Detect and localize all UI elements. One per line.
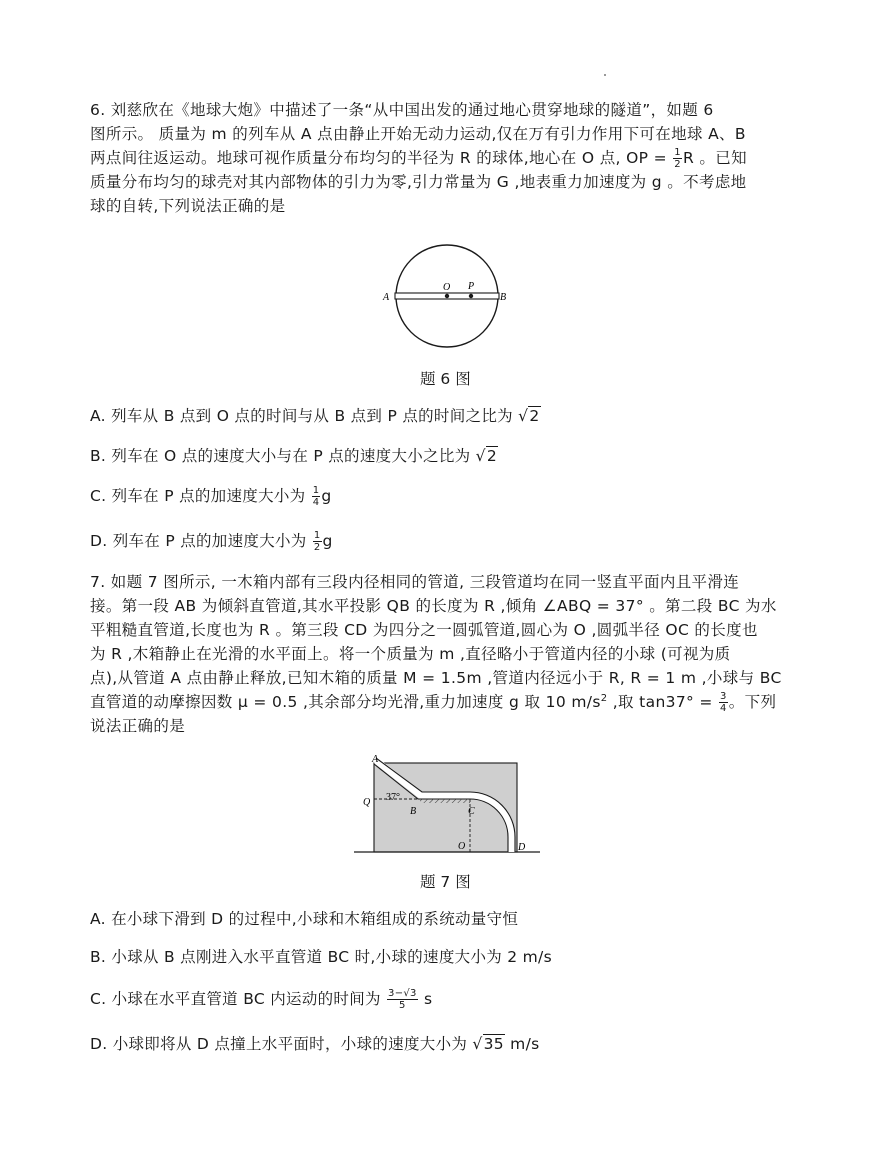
fraction-denominator: 5 [399,1000,406,1011]
option-unit: s [418,990,433,1008]
q7-option-d [90,1033,539,1055]
square-root: √2 [518,407,540,425]
option-unit: g [322,532,333,550]
q6-line: 球的自转,下列说法正确的是 [90,197,286,215]
fraction-numerator: 1 [312,485,320,496]
q6-line: 6. 刘慈欣在《地球大炮》中描述了一条“从中国出发的通过地心贯穿地球的隧道”，如题 6 [90,101,714,119]
q6-line-text: R 。已知 [682,149,747,167]
fraction-numerator: 1 [313,530,321,541]
radicand: 2 [486,447,498,465]
q6-line-text: 两点间往返运动。地球可视作质量分布均匀的半径为 R 的球体,地心在 O 点, OP = [90,149,673,167]
q7-line: 为 R ,木箱静止在光滑的水平面上。将一个质量为 m ,直径略小于管道内径的小球 (可视为质 [90,645,731,663]
label-d: D [518,842,526,853]
fraction [719,691,728,714]
label-a: A [383,292,390,303]
q6-line [90,146,810,170]
square-root: √2 [475,447,498,465]
fraction-numerator: 3−√3 [388,988,417,999]
q7-option-b: B. 小球从 B 点刚进入水平直管道 BC 时,小球的速度大小为 2 m/s [90,948,552,966]
option-text: C. 列车在 P 点的加速度大小为 [90,487,311,505]
option-text: B. 列车在 O 点的速度大小与在 P 点的速度大小之比为 [90,447,476,465]
q7-line [90,690,810,714]
fraction-numerator: 3 [720,691,727,702]
label-angle: 37° [386,792,400,803]
fraction-numerator: 1 [674,147,681,158]
question-6-stem [90,98,810,218]
q7-option-c [90,988,432,1011]
label-b: B [410,806,417,817]
rough-section-hatch [420,799,470,803]
q6-option-c [90,485,332,508]
label-o: O [443,282,451,293]
fraction [313,530,322,553]
label-p: P [468,281,475,292]
label-c: C [468,806,475,817]
q7-line: 平粗糙直管道,长度也为 R 。第三段 CD 为四分之一圆弧管道,圆心为 O ,圆弧半径 OC 的长度也 [90,621,758,639]
fraction-denominator: 4 [720,703,727,714]
figure-6-caption: 题 6 图 [420,370,471,388]
superscript: 2 [600,692,608,704]
fraction-denominator: 2 [674,159,681,170]
scan-speck [604,74,606,76]
q6-option-a [90,405,541,427]
figure-7-wooden-box [350,752,545,857]
q6-option-d [90,530,333,553]
question-7-stem [90,570,810,738]
fraction [387,988,418,1011]
square-root: √35 [472,1035,504,1053]
q7-line-text: ,取 tan37° = [607,693,719,711]
q7-line-text: 直管道的动摩擦因数 μ = 0.5 ,其余部分均光滑,重力加速度 g 取 10 m/s [90,693,601,711]
point-o-dot [445,294,449,298]
option-unit: g [321,487,332,505]
option-text: D. 列车在 P 点的加速度大小为 [90,532,312,550]
figure-7-caption: 题 7 图 [420,873,471,891]
fraction [673,147,682,170]
q7-option-a: A. 在小球下滑到 D 的过程中,小球和木箱组成的系统动量守恒 [90,910,519,928]
q6-option-b [90,445,498,467]
label-q: Q [363,797,371,808]
q7-line: 说法正确的是 [90,717,186,735]
fraction-denominator: 4 [312,497,320,508]
q7-line-text: 。下列 [728,693,777,711]
fraction-denominator: 2 [313,542,321,553]
figure-6-earth-tunnel [380,240,520,365]
label-o: O [458,841,466,852]
radicand: 35 [483,1035,504,1053]
q6-line: 质量分布均匀的球壳对其内部物体的引力为零,引力常量为 G ,地表重力加速度为 g 。不考虑地 [90,173,747,191]
label-b: B [500,292,507,303]
point-p-dot [469,294,473,298]
option-unit: m/s [504,1035,540,1053]
label-a: A [372,754,379,765]
q7-line: 接。第一段 AB 为倾斜直管道,其水平投影 QB 的长度为 R ,倾角 ∠ABQ = 37° 。第二段 BC 为水 [90,597,777,615]
q6-line: 图所示。 质量为 m 的列车从 A 点由静止开始无动力运动,仅在万有引力作用下可在地球 A、B [90,125,746,143]
q7-line: 点),从管道 A 点由静止释放,已知木箱的质量 M = 1.5m ,管道内径远小于 R, R = 1 m ,小球与 BC [90,669,782,687]
option-text: D. 小球即将从 D 点撞上水平面时，小球的速度大小为 [90,1035,473,1053]
option-text: A. 列车从 B 点到 O 点的时间与从 B 点到 P 点的时间之比为 [90,407,519,425]
fraction [312,485,321,508]
option-text: C. 小球在水平直管道 BC 内运动的时间为 [90,990,387,1008]
q7-line: 7. 如题 7 图所示, 一木箱内部有三段内径相同的管道, 三段管道均在同一竖直平面内且平滑连 [90,573,740,591]
radicand: 2 [529,407,540,425]
